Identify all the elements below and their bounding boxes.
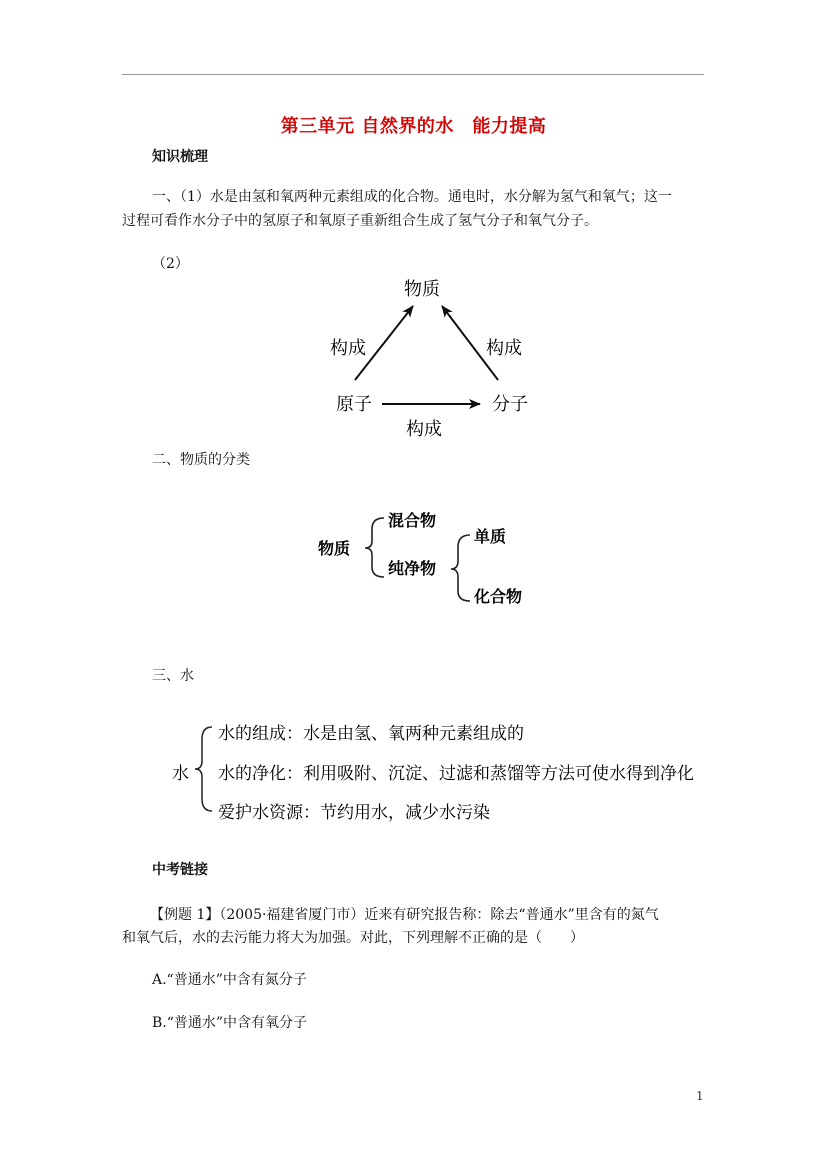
class-compound: 化合物 <box>474 587 523 606</box>
brace-icon <box>365 518 384 577</box>
section-heading-exam: 中考链接 <box>152 862 208 878</box>
brace-icon <box>451 535 470 601</box>
water-protection: 爱护水资源：节约用水，减少水污染 <box>218 803 490 823</box>
water-composition: 水的组成：水是由氢、氧两种元素组成的 <box>218 724 524 744</box>
water-root: 水 <box>172 764 189 784</box>
paragraph-line: 过程可看作水分子中的氢原子和氧原子重新组合生成了氢气分子和氧气分子。 <box>122 213 598 229</box>
section-heading-knowledge: 知识梳理 <box>152 149 208 165</box>
item-label: 二、物质的分类 <box>152 452 250 468</box>
option-a: A.“普通水”中含有氮分子 <box>152 972 307 988</box>
class-mixture: 混合物 <box>388 511 437 530</box>
composition-triangle-diagram <box>300 268 550 448</box>
paragraph-line: 【例题 1】（2005·福建省厦门市）近来有研究报告称：除去“普通水”里含有的氮气 <box>150 907 659 923</box>
brace-icon <box>195 727 212 811</box>
page-title: 第三单元 自然界的水 能力提高 <box>280 116 547 137</box>
paragraph-line: 一、（1）水是由氢和氧两种元素组成的化合物。通电时，水分解为氢气和氧气；这一 <box>152 189 672 205</box>
header-rule <box>122 74 704 75</box>
item-label: （2） <box>152 256 189 272</box>
edge-label-left: 构成 <box>330 338 366 359</box>
classification-diagram <box>310 505 540 615</box>
node-atom: 原子 <box>336 394 372 415</box>
edge-label-right: 构成 <box>486 338 522 359</box>
node-substance: 物质 <box>404 279 440 300</box>
option-b: B.“普通水”中含有氧分子 <box>152 1015 308 1031</box>
page-number: 1 <box>696 1089 704 1103</box>
node-molecule: 分子 <box>492 394 528 415</box>
class-element: 单质 <box>474 527 507 546</box>
edge-label-bottom: 构成 <box>406 419 442 440</box>
class-pure: 纯净物 <box>388 559 437 578</box>
water-diagram <box>168 717 738 829</box>
paragraph-line: 和氧气后，水的去污能力将大为加强。对此，下列理解不正确的是（ ） <box>122 930 584 946</box>
item-label: 三、水 <box>152 668 194 684</box>
class-root: 物质 <box>318 539 351 558</box>
water-purification: 水的净化：利用吸附、沉淀、过滤和蒸馏等方法可使水得到净化 <box>218 764 694 784</box>
